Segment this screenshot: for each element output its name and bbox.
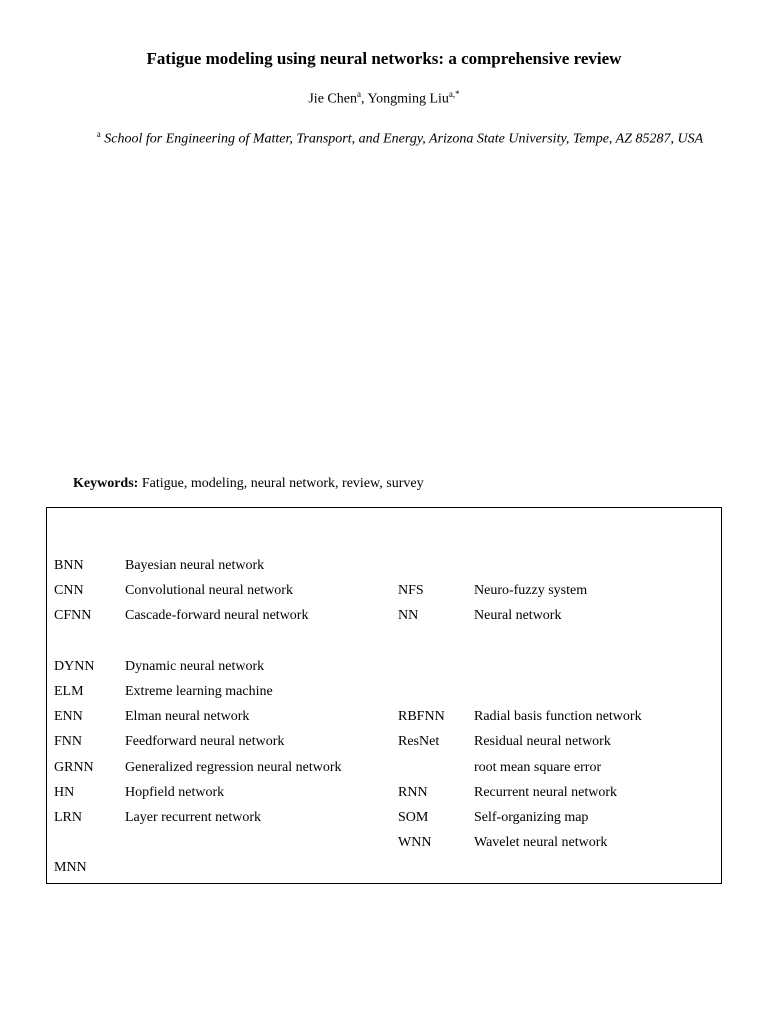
abbreviation-code: RNN: [398, 784, 428, 800]
abbreviation-row: [47, 608, 721, 628]
author-list: [0, 89, 768, 108]
abbreviation-code: LRN: [54, 810, 82, 825]
author-affiliation-mark: a: [356, 89, 361, 99]
abbreviation-row: [47, 835, 721, 855]
keywords-label: Keywords:: [73, 476, 139, 491]
abbreviation-definition: Layer recurrent network: [125, 810, 262, 825]
abbreviation-definition: Self-organizing map: [474, 810, 589, 825]
abbreviation-code: ENN: [54, 709, 83, 725]
abbreviation-row: [47, 684, 721, 704]
author-separator: ,: [360, 91, 368, 107]
abbreviation-definition: Generalized regression neural network: [125, 759, 342, 775]
abbreviation-definition: Neural network: [474, 608, 562, 624]
affiliation-mark: a: [96, 129, 101, 139]
abbreviation-definition: Residual neural network: [474, 734, 611, 750]
abbreviation-row: [47, 558, 721, 578]
abbreviation-definition: Dynamic neural network: [125, 658, 265, 674]
abbreviation-code: BNN: [54, 558, 84, 573]
abbreviation-row: [47, 760, 721, 780]
abbreviation-code: GRNN: [54, 759, 94, 775]
abbreviation-definition: Elman neural network: [125, 709, 250, 725]
abbreviation-row: [47, 860, 721, 880]
abbreviation-code: SOM: [398, 810, 429, 825]
abbreviation-row: [47, 634, 721, 654]
abbreviation-code: RBFNN: [398, 709, 445, 725]
affiliation-text: School for Engineering of Matter, Transport, and Energy, Arizona State University, Tempe, AZ 85287, USA: [104, 131, 704, 147]
abbreviation-definition: Cascade-forward neural network: [125, 608, 309, 624]
keywords-line: [73, 476, 424, 492]
abbreviation-code: ResNet: [398, 734, 440, 750]
abbreviation-code: ELM: [54, 684, 84, 699]
abbreviation-code: MNN: [54, 860, 87, 876]
abbreviation-row: [47, 709, 721, 729]
abbreviation-code: WNN: [398, 835, 432, 851]
author-name: Yongming Liu: [367, 91, 449, 107]
abbreviation-definition: Hopfield network: [125, 784, 225, 800]
abbreviation-row: [47, 659, 721, 679]
author-affiliation-mark: a,*: [448, 89, 460, 99]
abbreviation-definition: Feedforward neural network: [125, 734, 285, 750]
abbreviation-definition: Extreme learning machine: [125, 684, 273, 699]
abbreviation-definition: Convolutional neural network: [125, 583, 293, 599]
abbreviation-code: FNN: [54, 734, 83, 750]
abbreviation-code: CFNN: [54, 608, 92, 624]
keywords-text: Fatigue, modeling, neural network, review, survey: [141, 476, 424, 491]
abbreviation-row: [47, 810, 721, 830]
abbreviation-code: DYNN: [54, 658, 95, 674]
abbreviation-code: NFS: [398, 583, 424, 599]
abbreviation-code: CNN: [54, 583, 84, 599]
abbreviation-row: [47, 734, 721, 754]
abbreviation-definition: Bayesian neural network: [125, 558, 265, 573]
abbreviation-table: [46, 507, 722, 884]
abbreviation-definition: Radial basis function network: [474, 709, 642, 725]
author-name: Jie Chen: [308, 91, 357, 107]
abbreviation-definition: Wavelet neural network: [474, 835, 608, 851]
abbreviation-code: HN: [54, 784, 75, 800]
abbreviation-row: [47, 583, 721, 603]
abbreviation-definition: root mean square error: [474, 759, 602, 775]
abbreviation-definition: Recurrent neural network: [474, 784, 618, 800]
paper-title: Fatigue modeling using neural networks: a comprehensive review: [146, 49, 622, 68]
abbreviation-code: NN: [398, 608, 419, 624]
affiliation: [70, 119, 730, 155]
abbreviation-row: [47, 785, 721, 805]
abbreviation-definition: Neuro-fuzzy system: [474, 583, 588, 599]
